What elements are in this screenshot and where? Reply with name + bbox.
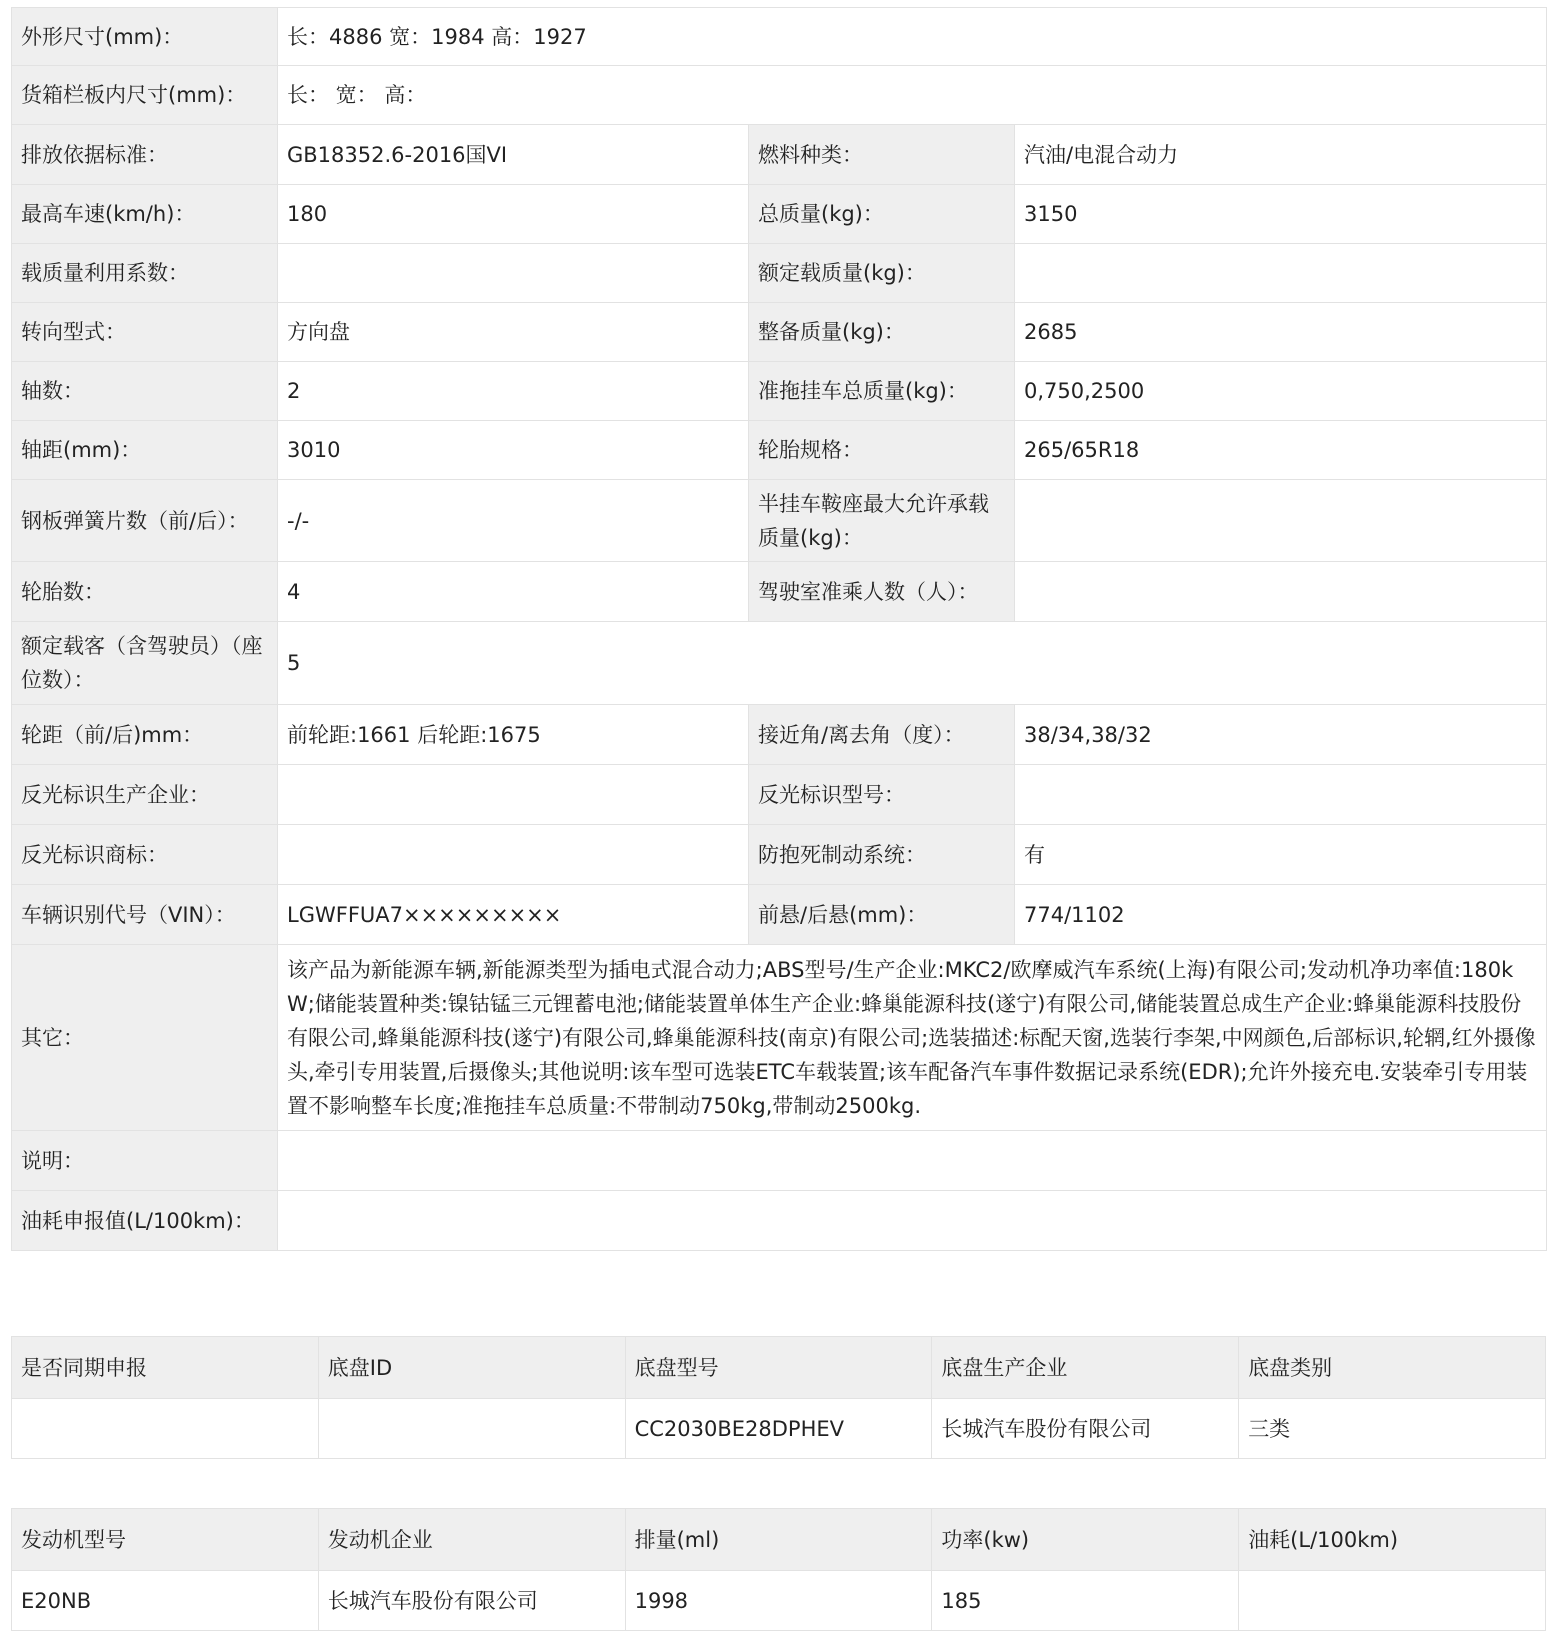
spec-row — [12, 185, 1547, 244]
engine-header-cell: 发动机型号 — [12, 1509, 319, 1571]
engine-header-cell: 排量(ml) — [625, 1509, 932, 1571]
chassis-header-cell: 底盘ID — [318, 1337, 625, 1399]
spec-value: 38/34,38/32 — [1015, 705, 1547, 765]
spec-label: 钢板弹簧片数（前/后）： — [12, 480, 278, 562]
engine-header-row — [12, 1509, 1546, 1571]
spec-row-other — [12, 945, 1547, 1131]
passengers-value: 5 — [278, 622, 1547, 705]
other-label: 其它： — [12, 945, 278, 1131]
chassis-header-cell: 底盘生产企业 — [932, 1337, 1239, 1399]
engine-table — [11, 1508, 1546, 1631]
engine-header-cell: 发动机企业 — [318, 1509, 625, 1571]
spec-value: 方向盘 — [278, 303, 749, 362]
spec-label: 半挂车鞍座最大允许承载质量(kg)： — [749, 480, 1015, 562]
spec-value — [1015, 244, 1547, 303]
chassis-table — [11, 1336, 1546, 1459]
engine-cell: 长城汽车股份有限公司 — [318, 1571, 625, 1631]
spec-value: 2685 — [1015, 303, 1547, 362]
spec-row-passengers — [12, 622, 1547, 705]
spec-value: 0,750,2500 — [1015, 362, 1547, 421]
spec-label: 载质量利用系数： — [12, 244, 278, 303]
spec-label: 驾驶室准乘人数（人）： — [749, 562, 1015, 622]
engine-cell: 1998 — [625, 1571, 932, 1631]
spec-label: 轮胎数： — [12, 562, 278, 622]
chassis-cell: 长城汽车股份有限公司 — [932, 1399, 1239, 1459]
engine-cell: E20NB — [12, 1571, 319, 1631]
spec-label: 轮距（前/后)mm： — [12, 705, 278, 765]
spec-row-cargo — [12, 66, 1547, 125]
spec-value: 有 — [1015, 825, 1547, 885]
spec-label: 整备质量(kg)： — [749, 303, 1015, 362]
dimensions-value: 长：4886 宽：1984 高：1927 — [278, 8, 1547, 66]
engine-cell — [1239, 1571, 1546, 1631]
spec-value: 3150 — [1015, 185, 1547, 244]
spec-row — [12, 705, 1547, 765]
spec-label: 轮胎规格： — [749, 421, 1015, 480]
spec-row — [12, 562, 1547, 622]
engine-cell: 185 — [932, 1571, 1239, 1631]
fuel-value — [278, 1191, 1547, 1251]
fuel-label: 油耗申报值(L/100km)： — [12, 1191, 278, 1251]
other-value: 该产品为新能源车辆,新能源类型为插电式混合动力;ABS型号/生产企业:MKC2/欧摩威汽车系统(上海)有限公司;发动机净功率值:180kW;储能装置种类:镍钴锰三元锂蓄电池;储能装置单体生产企业:蜂巢能源科技(遂宁)有限公司,储能装置总成生产企业:蜂巢能源科技股份有限公司,蜂巢能源科技(遂宁)有限公司,蜂巢能源科技(南京)有限公司;选装描述:标配天窗,选装行李架,中网颜色,后部标识,轮辋,红外摄像头,牵引专用装置,后摄像头;其他说明:该车型可选装ETC车载装置;该车配备汽车事件数据记录系统(EDR);允许外接充电.安装牵引专用装置不影响整车长度;准拖挂车总质量:不带制动750kg,带制动2500kg. — [278, 945, 1547, 1131]
spec-label: 燃料种类： — [749, 125, 1015, 185]
spec-value — [278, 765, 749, 825]
cargo-label: 货箱栏板内尺寸(mm)： — [12, 66, 278, 125]
spec-value — [1015, 480, 1547, 562]
spec-label: 转向型式： — [12, 303, 278, 362]
engine-header-cell: 油耗(L/100km) — [1239, 1509, 1546, 1571]
engine-data-row — [12, 1571, 1546, 1631]
spec-value: GB18352.6-2016国VI — [278, 125, 749, 185]
spec-row — [12, 244, 1547, 303]
spec-label: 反光标识商标： — [12, 825, 278, 885]
spec-row — [12, 480, 1547, 562]
chassis-cell: 三类 — [1239, 1399, 1546, 1459]
cargo-value: 长： 宽： 高： — [278, 66, 1547, 125]
spec-value: 4 — [278, 562, 749, 622]
chassis-header-row — [12, 1337, 1546, 1399]
chassis-cell: CC2030BE28DPHEV — [625, 1399, 932, 1459]
spec-value: 265/65R18 — [1015, 421, 1547, 480]
spec-value: 774/1102 — [1015, 885, 1547, 945]
spec-row — [12, 885, 1547, 945]
spec-row — [12, 765, 1547, 825]
spec-row-dimensions — [12, 8, 1547, 66]
spec-row-note — [12, 1131, 1547, 1191]
spec-label: 前悬/后悬(mm)： — [749, 885, 1015, 945]
chassis-header-cell: 底盘类别 — [1239, 1337, 1546, 1399]
chassis-header-cell: 底盘型号 — [625, 1337, 932, 1399]
spec-label: 反光标识生产企业： — [12, 765, 278, 825]
spec-row — [12, 825, 1547, 885]
chassis-cell — [318, 1399, 625, 1459]
spec-label: 额定载质量(kg)： — [749, 244, 1015, 303]
spec-table — [11, 7, 1547, 1251]
spec-value — [1015, 765, 1547, 825]
dimensions-label: 外形尺寸(mm)： — [12, 8, 278, 66]
spec-label: 轴距(mm)： — [12, 421, 278, 480]
note-label: 说明： — [12, 1131, 278, 1191]
chassis-cell — [12, 1399, 319, 1459]
spec-row — [12, 125, 1547, 185]
spec-label: 接近角/离去角（度）： — [749, 705, 1015, 765]
spec-value: -/- — [278, 480, 749, 562]
vin-value: LGWFFUA7××××××××× — [278, 885, 749, 945]
spec-label: 准拖挂车总质量(kg)： — [749, 362, 1015, 421]
spec-row — [12, 303, 1547, 362]
spec-value: 2 — [278, 362, 749, 421]
spec-value: 汽油/电混合动力 — [1015, 125, 1547, 185]
passengers-label: 额定载客（含驾驶员）（座位数）： — [12, 622, 278, 705]
spec-row — [12, 421, 1547, 480]
note-value — [278, 1131, 1547, 1191]
spec-label: 防抱死制动系统： — [749, 825, 1015, 885]
spec-value: 180 — [278, 185, 749, 244]
spec-label: 排放依据标准： — [12, 125, 278, 185]
chassis-data-row — [12, 1399, 1546, 1459]
spec-row-fuel — [12, 1191, 1547, 1251]
spec-value — [278, 825, 749, 885]
chassis-header-cell: 是否同期申报 — [12, 1337, 319, 1399]
spec-label: 反光标识型号： — [749, 765, 1015, 825]
spec-value: 前轮距:1661 后轮距:1675 — [278, 705, 749, 765]
spec-label: 轴数： — [12, 362, 278, 421]
spec-row — [12, 362, 1547, 421]
spec-label: 总质量(kg)： — [749, 185, 1015, 244]
spec-value — [1015, 562, 1547, 622]
spec-value: 3010 — [278, 421, 749, 480]
spec-label: 最高车速(km/h)： — [12, 185, 278, 244]
spec-value — [278, 244, 749, 303]
spec-label: 车辆识别代号（VIN）： — [12, 885, 278, 945]
engine-header-cell: 功率(kw) — [932, 1509, 1239, 1571]
